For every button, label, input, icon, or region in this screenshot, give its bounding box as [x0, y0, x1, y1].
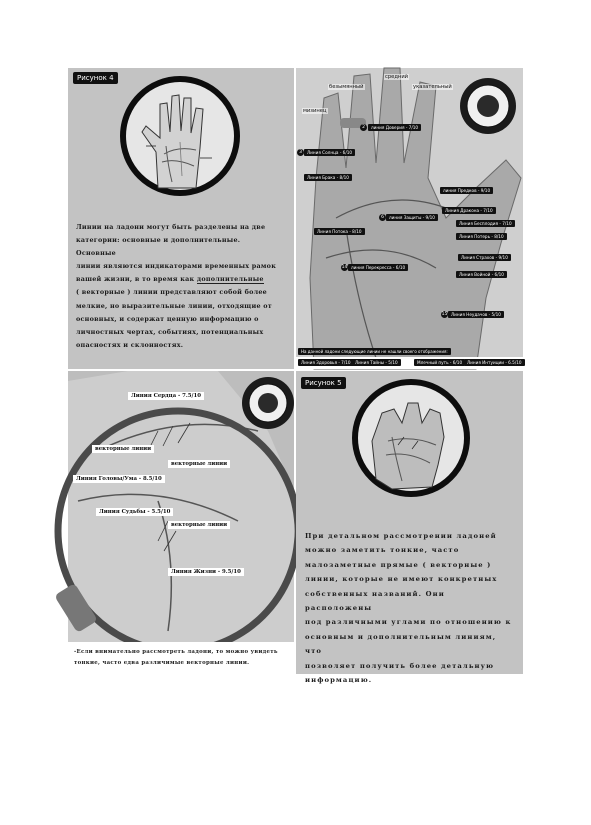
- text-line: позволяет получить более детальную: [305, 661, 495, 670]
- underlined-term: дополнительные: [196, 275, 264, 284]
- vector-lines-label: векторные линии: [168, 521, 230, 529]
- text-line: линии являются индикаторами временных рамок: [76, 262, 277, 271]
- palm-illustration: [120, 76, 240, 196]
- text-line: опасностях и склонностях.: [76, 340, 184, 349]
- life-line-label: Линия Жизни - 9.5/10: [168, 568, 244, 576]
- text-line: При детальном рассмотрении ладоней: [305, 532, 497, 540]
- line-label: линия Предков - 9/10: [440, 187, 493, 194]
- text-line: мелкие, но выразительные линии, отходящие от: [76, 301, 272, 310]
- figure-label: Рисунок 5: [301, 377, 346, 389]
- body-text: [305, 529, 515, 687]
- footer-item: Линия Интуиции - 6.5/10: [464, 359, 525, 366]
- text-line: собственных названий. Они расположены: [305, 589, 445, 613]
- text-line: основных, и содержат ценную информацию о: [76, 314, 259, 323]
- line-label: Линия Страхов - 9/10: [458, 254, 511, 261]
- heart-line-label: Линия Сердца - 7.5/10: [128, 392, 204, 400]
- missing-lines-footer: [296, 357, 523, 369]
- text-line: личностных чертах, событиях, потенциальных: [76, 327, 264, 336]
- text-line: информацию.: [305, 676, 373, 685]
- vector-lines-label: векторные линии: [92, 445, 154, 453]
- footer-item: Млечный путь - 6/10: [414, 359, 465, 366]
- line-number: 2: [360, 124, 367, 131]
- figure-4-panel: [68, 68, 294, 369]
- line-number: 14: [341, 265, 348, 270]
- figure-label: Рисунок 4: [73, 72, 118, 84]
- line-label: линия Защиты - 9/10: [386, 214, 438, 221]
- line-label: Линия Потока - 8/10: [314, 228, 365, 235]
- line-label: Линия Потерь - 8/10: [456, 233, 507, 240]
- line-number: 15: [441, 312, 448, 317]
- text-line: можно заметить тонкие, часто: [305, 546, 460, 555]
- missing-lines-note: На данной ладони следующие линии не нашли своего отображения:: [298, 348, 451, 355]
- text-line: ( векторные ) линии представляют собой более: [76, 288, 267, 297]
- hand-illustration: [352, 379, 470, 497]
- vector-lines-caption: -Если внимательно рассмотреть ладони, то можно увидеть тонкие, часто едва различимые векторные линии.: [68, 642, 294, 674]
- finger-label-ring: безымянный: [329, 84, 364, 90]
- fate-line-label: Линия Судьбы - 5.5/10: [96, 508, 173, 516]
- footer-item: Линия Здоровья - 7/10: [298, 359, 354, 366]
- line-label: Линия Неудачов - 5/10: [448, 311, 504, 318]
- vector-lines-panel: [68, 371, 294, 674]
- line-number: 3: [297, 149, 304, 156]
- text-line: под различными углами по отношению к: [305, 618, 512, 627]
- line-label: Линия Войной - 6/10: [456, 271, 507, 278]
- head-line-label: Линия Головы/Ума - 8.5/10: [73, 475, 165, 483]
- line-label: Линия Дракона - 7/10: [442, 207, 496, 214]
- text-line: [76, 273, 282, 286]
- finger-label-middle: средний: [385, 74, 409, 80]
- line-label: линия Перекресса - 6/10: [348, 264, 408, 271]
- line-number: 6: [379, 214, 386, 221]
- palm-magnifier-photo: [68, 371, 294, 642]
- line-label: Линия Брака - 8/10: [304, 174, 352, 181]
- finger-label-little: мизинец: [303, 108, 327, 114]
- palm-photo-panel: [296, 68, 523, 369]
- finger-label-index: указательный: [413, 84, 452, 90]
- line-label: Линия Бесплодия - 7/10: [456, 220, 515, 227]
- vector-lines-label: векторные линии: [168, 460, 230, 468]
- text-line: основным и дополнительным линиям, что: [305, 632, 497, 656]
- text-line: категории: основные и дополнительные. Основные: [76, 236, 241, 258]
- line-label: линия Доверия - 7/10: [368, 124, 421, 131]
- figure-5-panel: [296, 371, 523, 685]
- body-text: [76, 221, 282, 352]
- text-line: Линии на ладони могут быть разделены на две: [76, 223, 266, 231]
- footer-item: Линия Тайны - 5/10: [352, 359, 401, 366]
- text-line: малозаметные прямые ( векторные ): [305, 560, 492, 569]
- line-label: Линия Солнца - 6/10: [304, 149, 355, 156]
- text-span: вашей жизни, в то время как: [76, 275, 195, 284]
- text-line: линии, которые не имеют конкретных: [305, 575, 498, 584]
